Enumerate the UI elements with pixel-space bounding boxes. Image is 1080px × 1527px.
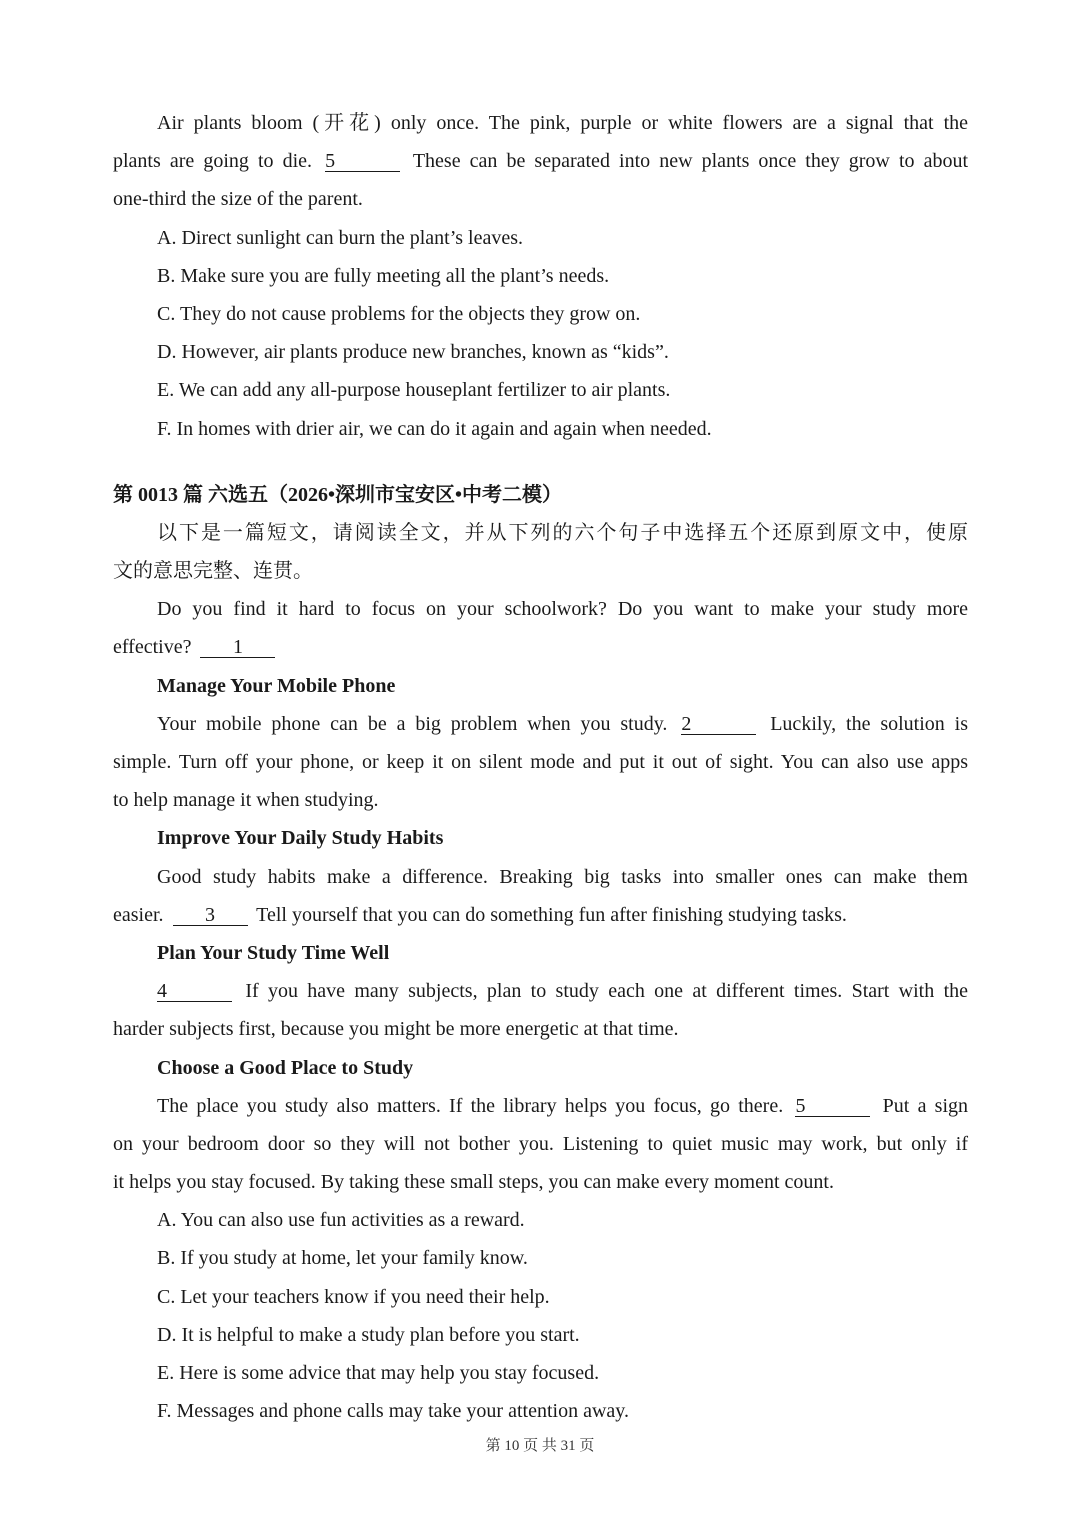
passage-line: Good study habits make a difference. Breaking big tasks into smaller ones can make them [157,865,968,888]
passage-line [113,705,968,743]
option-item: A. You can also use fun activities as a reward. [157,1209,525,1232]
page-content [113,104,968,1430]
passage-text: Put a sign [882,1094,969,1117]
answer-blank-5: 5 [795,1096,870,1117]
option-item: B. Make sure you are fully meeting all the plant’s needs. [157,264,610,287]
answer-blank-1: 1 [200,637,275,658]
option-item: B. If you study at home, let your family know. [157,1247,528,1270]
option-item: E. We can add any all-purpose houseplant fertilizer to air plants. [157,379,671,402]
option-item: C. They do not cause problems for the objects they grow on. [157,302,641,325]
section-title: Plan Your Study Time Well [157,941,390,964]
passage-line [113,142,968,180]
passage-line [113,896,968,934]
passage-line: it helps you stay focused. By taking these small steps, you can make every moment count. [113,1171,834,1194]
answer-blank-4: 4 [157,981,232,1002]
option-item: F. In homes with drier air, we can do it again and again when needed. [157,417,712,440]
passage-line [113,1087,968,1125]
passage-text: Tell yourself that you can do something fun after finishing studying tasks. [256,903,847,926]
passage-line [113,972,968,1010]
instructions-line: 文的意思完整、连贯。 [113,560,313,583]
section-title: Manage Your Mobile Phone [157,674,396,697]
passage-text: effective? [113,636,192,659]
passage-text: The place you study also matters. If the library helps you focus, go there. [157,1094,784,1117]
passage-line: one-third the size of the parent. [113,188,363,211]
passage-line: Air plants bloom (开花) only once. The pink, purple or white flowers are a signal that the [157,112,968,134]
passage-text: These can be separated into new plants once they grow to about [412,150,969,173]
section-gap [113,448,968,476]
passage-line: to help manage it when studying. [113,789,379,812]
passage-line: on your bedroom door so they will not bother you. Listening to quiet music may work, but only if [113,1132,968,1155]
instructions-line: 以下是一篇短文，请阅读全文，并从下列的六个句子中选择五个还原到原文中，使原 [157,521,968,544]
passage-line [113,628,968,666]
page-number: 第 10 页 共 31 页 [485,1438,595,1454]
option-item: A. Direct sunlight can burn the plant’s leaves. [157,226,524,249]
option-item: C. Let your teachers know if you need their help. [157,1285,550,1308]
passage-line: Do you find it hard to focus on your schoolwork? Do you want to make your study more [157,598,968,621]
option-item: D. However, air plants produce new branches, known as “kids”. [157,341,669,364]
option-item: D. It is helpful to make a study plan before you start. [157,1323,580,1346]
passage-text: Your mobile phone can be a big problem when you study. [157,712,668,735]
section-title: Choose a Good Place to Study [157,1056,414,1079]
passage-text: Luckily, the solution is [770,712,969,735]
option-item: F. Messages and phone calls may take your attention away. [157,1400,629,1423]
answer-blank-5: 5 [325,151,400,172]
answer-blank-2: 2 [681,714,756,735]
option-item: E. Here is some advice that may help you stay focused. [157,1362,600,1384]
section-title: Improve Your Daily Study Habits [157,827,444,850]
question-heading: 第 0013 篇 六选五（2026•深圳市宝安区•中考二模） [113,483,563,506]
passage-text: easier. [113,903,164,926]
passage-text: If you have many subjects, plan to study each one at different times. Start with the [245,980,968,1003]
passage-line: simple. Turn off your phone, or keep it on silent mode and put it out of sight. You can also use apps [113,751,968,773]
answer-blank-3: 3 [173,905,248,926]
passage-text: plants are going to die. [113,150,313,173]
passage-line: harder subjects first, because you might be more energetic at that time. [113,1018,679,1041]
